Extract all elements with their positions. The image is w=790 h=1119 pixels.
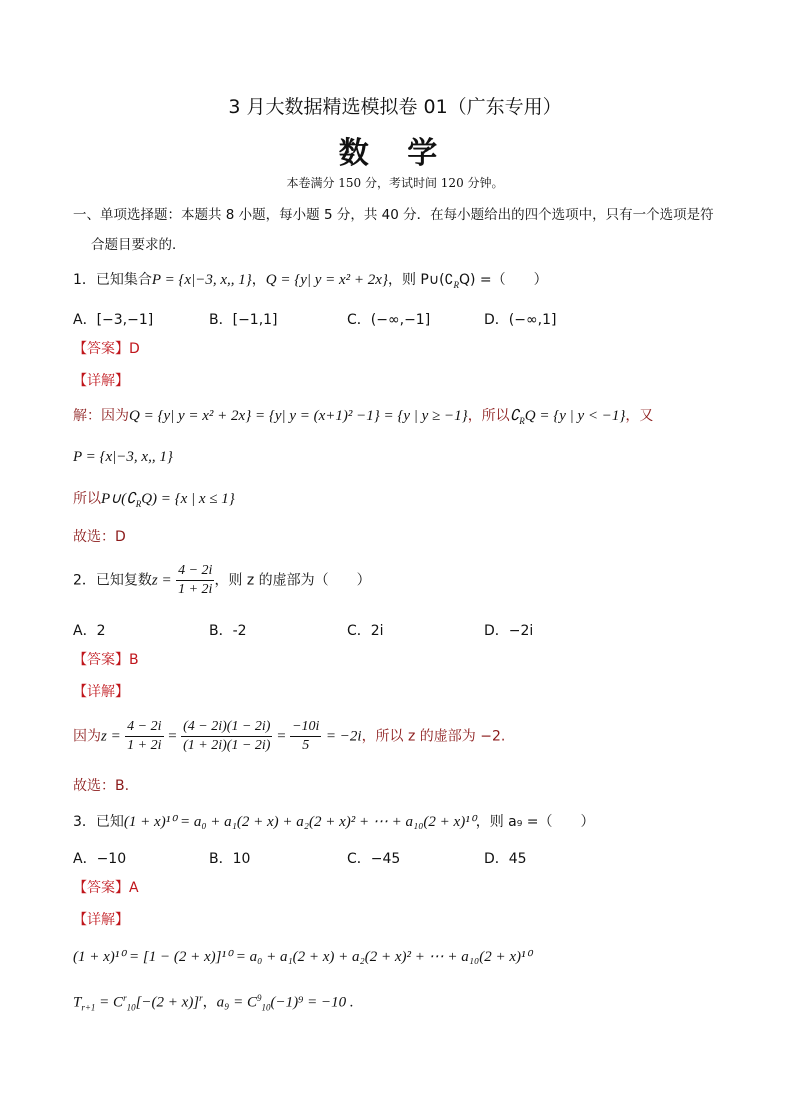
q2-fraction-num: 4 − 2i — [176, 562, 214, 581]
q3-option-b: B．10 — [209, 851, 251, 867]
q2-answer: 【答案】B — [73, 652, 139, 668]
section-instructions-line2: 合题目要求的． — [91, 237, 186, 253]
q3-option-a: A．−10 — [73, 851, 127, 867]
q2-solution: 因为z = $\frac{4 - 2i}{1 + 2i}$ = $\frac{(4 - 2i)(1 - 2i)}{(1 + 2i)(1 - 2i)}$ = $\frac{-10i}{5}$ = −2i，所以 z 的虚部为 −2. — [73, 719, 506, 753]
q1-ask: ，则 P∪(∁ — [387, 272, 454, 288]
q2-pick: 故选：B. — [73, 778, 130, 794]
q2-sol-frac2-den: (1 + 2i)(1 − 2i) — [183, 738, 271, 753]
q1-ask-sub: R — [453, 279, 459, 290]
q1-comma: ， — [251, 272, 266, 288]
q1-solution-line2: P = {x|−3, x,, 1} — [73, 449, 173, 465]
q3-sol2b-sup: r — [123, 993, 127, 1003]
q1-sol3-tail: Q) = {x | x ≤ 1} — [141, 491, 235, 507]
q2-fraction — [176, 562, 214, 599]
q1-solution-line3 — [73, 489, 235, 514]
q1-pick: 故选：D — [73, 529, 126, 545]
q2-sol-eq-tail: = −2i — [325, 728, 362, 745]
q1-sol3-math: P∪(∁ — [101, 491, 136, 507]
q1-sol1-math3: Q = {y | y < −1} — [524, 408, 626, 424]
q1-sol1-mid: ，所以 — [467, 408, 510, 424]
q1-sol1-tail: ，又 — [625, 408, 654, 424]
q3-math: (1 + x)¹⁰ = a₀ + a₁(2 + x) + a₂(2 + x)² + ⋯ + a₁₀(2 + x)¹⁰ — [123, 814, 476, 830]
q2-option-d: D．−2i — [484, 623, 534, 639]
q1-set-p: P = {x|−3, x,, 1} — [151, 272, 252, 288]
q2-option-b: B．-2 — [209, 623, 247, 639]
q3-solution-line2 — [73, 988, 354, 1017]
q1-sol3-sub: R — [135, 498, 142, 509]
q3-stem — [73, 812, 595, 832]
q2-sol-z: z = — [101, 728, 121, 745]
q2-option-a: A．2 — [73, 623, 106, 639]
subject-title: 数 学 — [338, 136, 452, 171]
section-instructions-line1: 一、单项选择题：本题共 8 小题，每小题 5 分，共 40 分．在每小题给出的四个选项中，只有一个选项是符 — [73, 207, 714, 223]
q2-sol-frac3 — [290, 718, 321, 755]
exam-title: 3 月大数据精选模拟卷 01（广东专用） — [228, 96, 562, 118]
q2-sol-frac2 — [181, 718, 272, 755]
q1-option-d: D．(−∞,1] — [484, 312, 557, 328]
q2-sol-tail: ，所以 z 的虚部为 −2. — [361, 728, 506, 745]
q2-sol-frac1-num: 4 − 2i — [125, 718, 163, 737]
q1-option-a: A．[−3,−1] — [73, 312, 154, 328]
exam-note: 本卷满分 150 分，考试时间 120 分钟。 — [286, 176, 504, 190]
q2-prefix: 2．已知复数 — [73, 572, 152, 589]
q2-tail: ，则 z 的虚部为（ ） — [214, 572, 371, 589]
q3-option-c: C．−45 — [347, 851, 401, 867]
q2-sol-frac3-den: 5 — [302, 738, 310, 753]
q3-option-d: D．45 — [484, 851, 527, 867]
q3-sol2e-sub: 10 — [261, 1002, 271, 1013]
q1-option-b: B．[−1,1] — [209, 312, 278, 328]
q3-sol2b-sub: 10 — [126, 1002, 136, 1013]
q3-tail: ，则 a₉ =（ ） — [475, 814, 595, 830]
q3-sol2e: a₉ = C — [216, 994, 258, 1011]
q1-sol1-pre: 解：因为 — [73, 408, 129, 424]
q3-sol2b: = C — [95, 994, 124, 1011]
q3-sol2a-sub: r+1 — [81, 1002, 96, 1013]
q1-solution-line1 — [73, 406, 653, 431]
q3-sol2e-sup: 9 — [257, 993, 262, 1003]
q2-sol-pre: 因为 — [73, 728, 101, 745]
q2-z-eq: z = — [151, 572, 172, 589]
q3-sol2a: T — [73, 994, 82, 1011]
q1-stem — [73, 270, 548, 295]
q3-detail-label: 【详解】 — [73, 912, 129, 928]
q3-sol2c-sup: r — [199, 993, 203, 1003]
q3-answer: 【答案】A — [73, 880, 139, 896]
q2-sol-frac1-den: 1 + 2i — [127, 738, 162, 753]
q1-sol1-sub: R — [519, 415, 525, 426]
q1-ask-tail: Q) =（ ） — [458, 272, 548, 288]
q1-sol1-math: Q = {y| y = x² + 2x} = {y| y = (x+1)² −1} = {y | y ≥ −1} — [129, 408, 468, 424]
q2-sol-frac1 — [125, 718, 163, 755]
q1-sol3-pre: 所以 — [73, 491, 101, 507]
q1-prefix: 1．已知集合 — [73, 272, 152, 288]
q1-answer: 【答案】D — [73, 341, 140, 357]
q2-sol-frac3-num: −10i — [290, 718, 321, 737]
q3-sol2d: ， — [202, 994, 217, 1011]
q1-option-c: C．(−∞,−1] — [347, 312, 431, 328]
q2-stem — [73, 562, 371, 599]
q3-sol2f: (−1)⁹ = −10 . — [270, 994, 354, 1011]
q2-sol-frac2-num: (4 − 2i)(1 − 2i) — [181, 718, 272, 737]
q1-sol1-math2: ∁ — [509, 408, 520, 424]
q2-option-c: C．2i — [347, 623, 384, 639]
q3-solution-line1: (1 + x)¹⁰ = [1 − (2 + x)]¹⁰ = a₀ + a₁(2 + x) + a₂(2 + x)² + ⋯ + a₁₀(2 + x)¹⁰ — [73, 949, 532, 965]
q2-fraction-den: 1 + 2i — [178, 582, 213, 597]
q3-sol2c: [−(2 + x)] — [135, 994, 200, 1011]
q2-detail-label: 【详解】 — [73, 684, 129, 700]
q1-detail-label: 【详解】 — [73, 373, 129, 389]
q3-prefix: 3．已知 — [73, 814, 124, 830]
q1-set-q: Q = {y| y = x² + 2x} — [265, 272, 388, 288]
